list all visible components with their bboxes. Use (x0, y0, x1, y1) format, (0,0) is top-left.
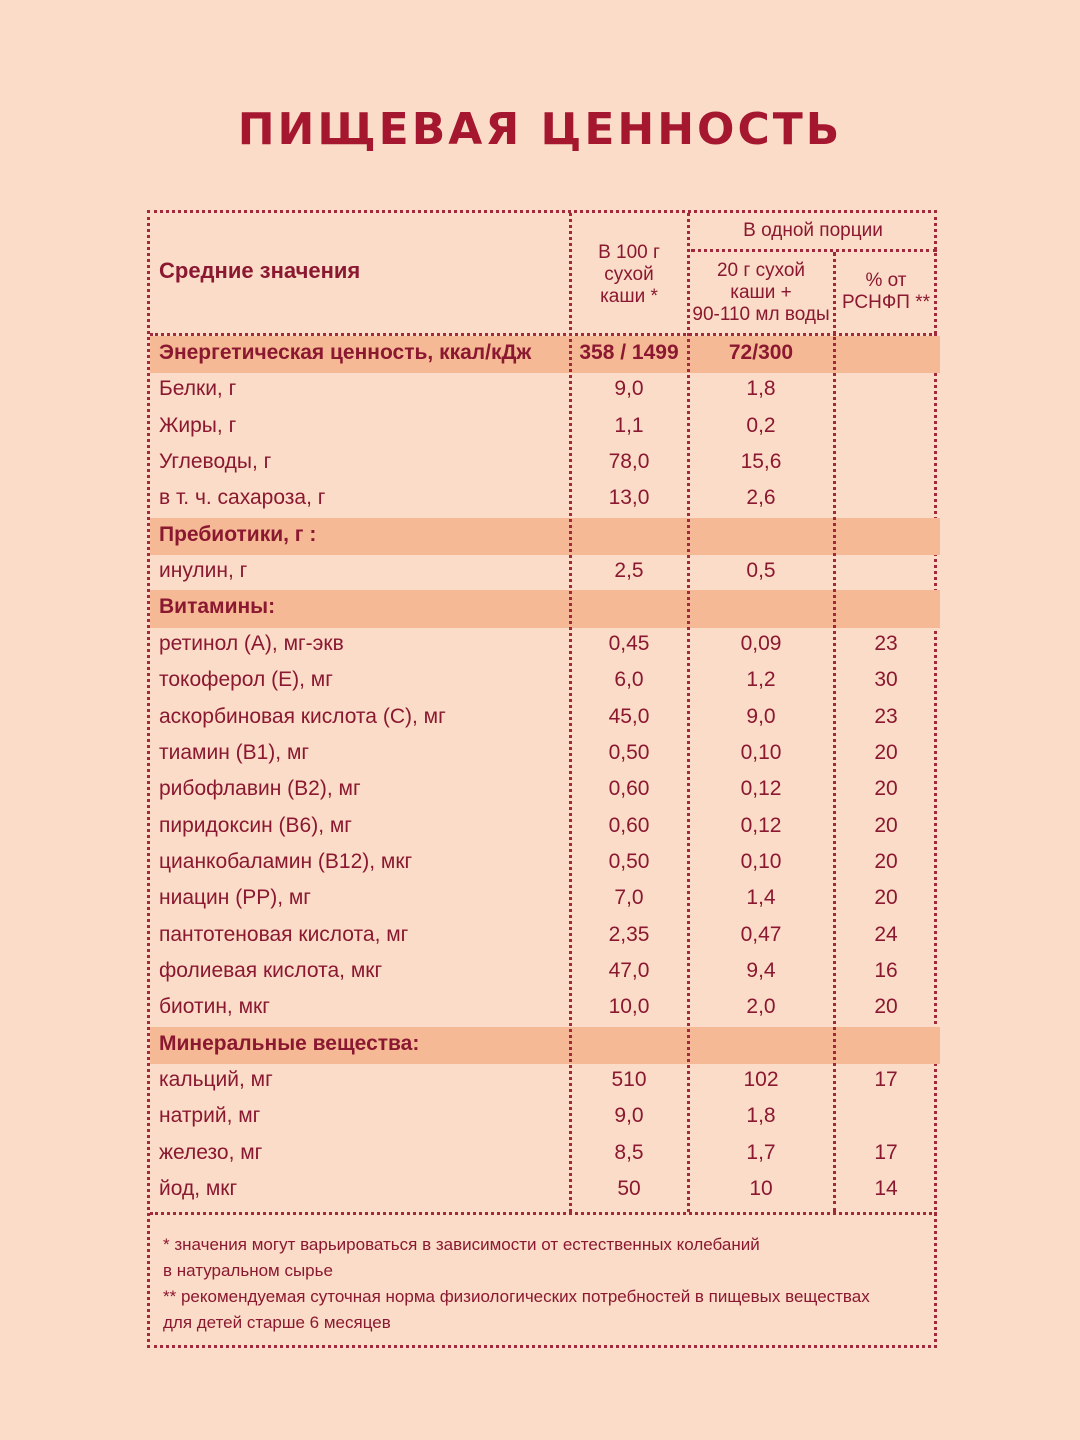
row-value-per-100g: 6,0 (614, 668, 644, 692)
row-value-per-100g: 0,60 (608, 813, 650, 837)
row-label: аскорбиновая кислота (С), мг (159, 704, 446, 728)
row-value-per-serving: 0,2 (746, 413, 776, 437)
row-label: инулин, г (159, 559, 248, 583)
row-label: ниацин (РР), мг (159, 886, 311, 910)
row-value-per-100g: 47,0 (608, 958, 650, 982)
row-value-per-100g: 9,0 (614, 377, 644, 401)
row-value-daily-percent: 17 (874, 1068, 898, 1091)
row-label: Белки, г (159, 377, 237, 401)
row-value-per-serving: 1,7 (746, 1140, 776, 1164)
row-value-per-100g: 0,50 (608, 740, 650, 764)
row-value-per-100g: 13,0 (608, 486, 650, 510)
row-value-per-serving: 10 (749, 1177, 773, 1201)
row-value-daily-percent: 17 (874, 1140, 898, 1164)
header-divider (150, 333, 937, 336)
row-value-daily-percent: 23 (874, 631, 898, 655)
row-value-per-100g: 78,0 (608, 450, 650, 474)
row-value-per-100g: 9,0 (614, 1104, 644, 1128)
row-value-daily-percent: 20 (874, 995, 898, 1019)
row-value-daily-percent: 30 (874, 668, 898, 692)
row-label: рибофлавин (В2), мг (159, 777, 361, 801)
row-value-per-serving: 0,5 (746, 559, 776, 583)
row-value-per-serving: 0,47 (740, 922, 782, 946)
header-per-portion: В одной порции (743, 220, 883, 241)
column-divider-2 (687, 213, 690, 1212)
footnote-2: ** рекомендуемая суточная норма физиологических потребностей в пищевых веществах (163, 1287, 870, 1306)
row-value-per-serving: 1,2 (746, 668, 776, 692)
row-value-per-100g: 2,5 (614, 559, 644, 583)
row-label: кальций, мг (159, 1068, 273, 1091)
row-value-per-100g: 510 (611, 1068, 647, 1091)
row-label: Витамины: (159, 595, 276, 619)
row-value-per-serving: 0,09 (740, 631, 782, 655)
row-value-per-serving: 9,0 (746, 704, 776, 728)
row-label: цианкобаламин (В12), мкг (159, 849, 413, 873)
row-value-per-100g: 0,50 (608, 849, 650, 873)
footnote-2-cont: для детей старше 6 месяцев (163, 1313, 391, 1332)
row-value-per-serving: 15,6 (740, 450, 782, 474)
row-value-per-serving: 1,8 (746, 377, 776, 401)
row-label: ретинол (А), мг-экв (159, 631, 344, 655)
row-label: йод, мкг (159, 1177, 238, 1201)
row-label: пиридоксин (В6), мг (159, 813, 352, 837)
row-value-per-100g: 8,5 (614, 1140, 644, 1164)
header-per-100g: В 100 г сухой каши * (598, 242, 660, 307)
row-value-per-100g: 358 / 1499 (579, 341, 679, 364)
row-value-per-100g: 0,45 (608, 631, 650, 655)
portion-divider (691, 249, 937, 252)
row-value-per-100g: 2,35 (608, 922, 650, 946)
row-label: пантотеновая кислота, мг (159, 922, 409, 946)
row-value-daily-percent: 16 (874, 958, 898, 982)
row-value-per-100g: 1,1 (614, 413, 644, 437)
row-value-per-100g: 10,0 (608, 995, 650, 1019)
row-value-daily-percent: 14 (874, 1177, 898, 1201)
row-value-per-serving: 72/300 (728, 341, 794, 364)
row-label: в т. ч. сахароза, г (159, 486, 326, 510)
row-value-per-serving: 9,4 (746, 958, 776, 982)
row-value-daily-percent: 20 (874, 886, 898, 910)
row-value-per-serving: 0,10 (740, 849, 782, 873)
table-bottom-divider (150, 1212, 937, 1215)
footnote-1: * значения могут варьироваться в зависимости от естественных колебаний (163, 1235, 760, 1254)
row-label: Пребиотики, г : (159, 522, 317, 546)
row-value-per-serving: 1,8 (746, 1104, 776, 1128)
row-label: биотин, мкг (159, 995, 270, 1019)
row-label: токоферол (Е), мг (159, 668, 333, 692)
row-value-per-serving: 1,4 (746, 886, 776, 910)
row-value-per-serving: 0,12 (740, 813, 782, 837)
row-value-daily-percent: 20 (874, 813, 898, 837)
row-value-per-100g: 50 (617, 1177, 641, 1201)
row-value-per-serving: 0,12 (740, 777, 782, 801)
row-value-daily-percent: 20 (874, 777, 898, 801)
row-value-per-serving: 2,0 (746, 995, 776, 1019)
row-label: Жиры, г (159, 413, 237, 437)
header-daily-norm-percent: % от РСНФП ** (841, 270, 931, 313)
row-value-daily-percent: 24 (874, 922, 898, 946)
row-value-per-100g: 45,0 (608, 704, 650, 728)
column-divider-3 (833, 252, 836, 1212)
footnotes (163, 1232, 933, 1336)
row-value-per-serving: 102 (743, 1068, 779, 1091)
row-label: Углеводы, г (159, 450, 272, 474)
row-label: железо, мг (159, 1140, 263, 1164)
row-value-daily-percent: 20 (874, 740, 898, 764)
column-divider-1 (569, 213, 572, 1212)
row-value-per-serving: 2,6 (746, 486, 776, 510)
row-label: Энергетическая ценность, ккал/кДж (159, 341, 532, 364)
row-value-per-serving: 0,10 (740, 740, 782, 764)
page-title: ПИЩЕВАЯ ЦЕННОСТЬ (237, 104, 843, 155)
row-label: натрий, мг (159, 1104, 261, 1128)
row-label: тиамин (В1), мг (159, 740, 310, 764)
footnote-1-cont: в натуральном сырье (163, 1261, 333, 1280)
header-serving-size: 20 г сухой каши + 90-110 мл воды (692, 260, 830, 325)
row-value-daily-percent: 23 (874, 704, 898, 728)
row-label: фолиевая кислота, мкг (159, 958, 383, 982)
row-value-per-100g: 7,0 (614, 886, 644, 910)
row-value-per-100g: 0,60 (608, 777, 650, 801)
header-average-values: Средние значения (159, 258, 361, 283)
row-value-daily-percent: 20 (874, 849, 898, 873)
row-label: Минеральные вещества: (159, 1031, 420, 1055)
